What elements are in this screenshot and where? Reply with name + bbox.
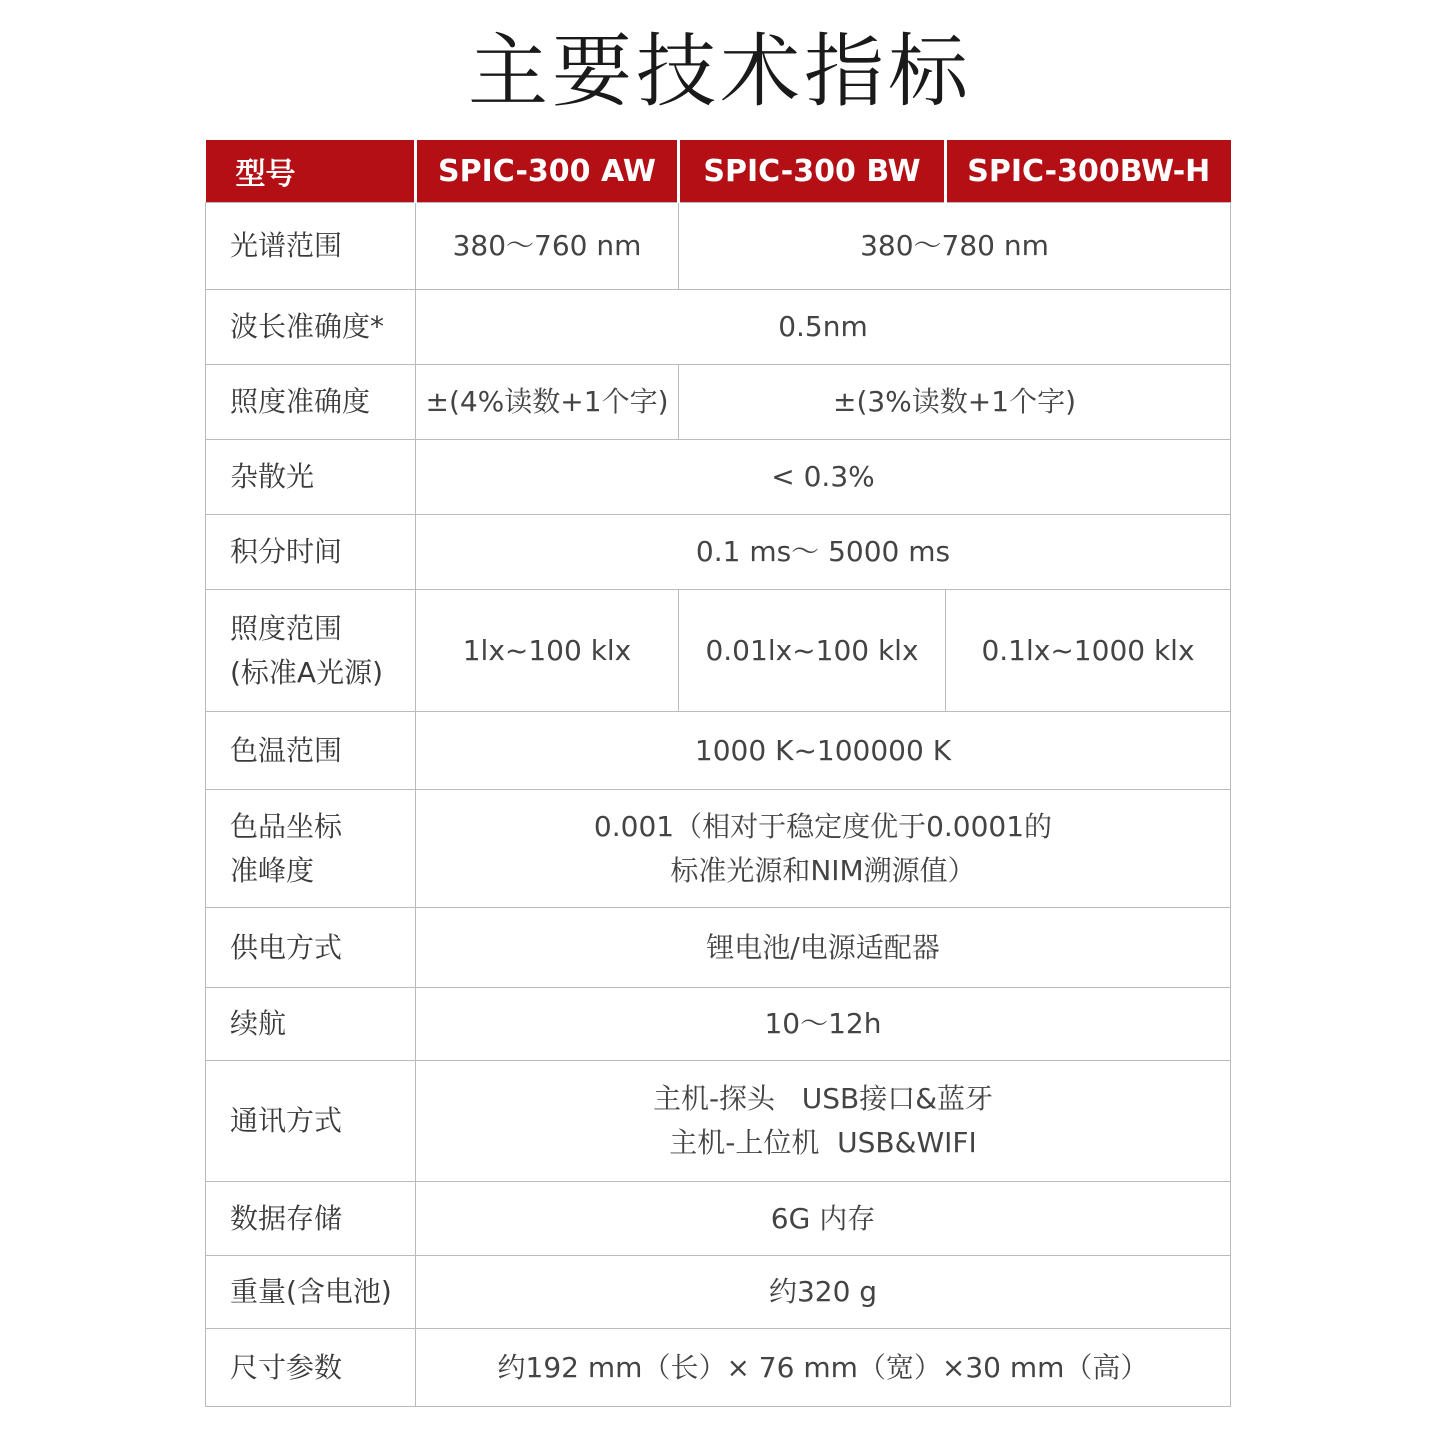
cell-value-line: 主机-上位机 USB&WIFI <box>669 1126 977 1159</box>
table-row <box>206 1256 1231 1329</box>
row-label-line: 准峰度 <box>230 853 315 887</box>
table-row <box>206 1182 1231 1256</box>
header-spic-300bw-h: SPIC-300BW-H <box>946 140 1231 203</box>
row-label: 积分时间 <box>206 515 416 590</box>
table-row <box>206 515 1231 590</box>
row-label: 供电方式 <box>206 908 416 988</box>
cell-value: 0.01lx~100 klx <box>679 590 946 712</box>
cell-value: 1lx~100 klx <box>416 590 679 712</box>
table-row <box>206 790 1231 908</box>
row-label-line: (标准A光源) <box>230 655 384 689</box>
row-label: 照度准确度 <box>206 365 416 440</box>
cell-value: 锂电池/电源适配器 <box>416 908 1231 988</box>
cell-value <box>416 1061 1231 1182</box>
cell-value: 380～760 nm <box>416 203 679 290</box>
row-label: 色温范围 <box>206 712 416 790</box>
cell-value-line: 标准光源和NIM溯源值） <box>670 853 976 887</box>
header-spic-300-bw: SPIC-300 BW <box>679 140 946 203</box>
header-model-label: 型号 <box>206 140 416 203</box>
table-row <box>206 712 1231 790</box>
table-row <box>206 908 1231 988</box>
row-label: 杂散光 <box>206 440 416 515</box>
table-row <box>206 988 1231 1061</box>
row-label: 数据存储 <box>206 1182 416 1256</box>
cell-value: 6G 内存 <box>416 1182 1231 1256</box>
spec-table <box>205 140 1231 1407</box>
header-row <box>206 140 1231 203</box>
cell-value: ±(3%读数+1个字) <box>679 365 1231 440</box>
table-row <box>206 1329 1231 1407</box>
row-label: 重量(含电池) <box>206 1256 416 1329</box>
row-label <box>206 790 416 908</box>
table-row <box>206 365 1231 440</box>
row-label: 尺寸参数 <box>206 1329 416 1407</box>
cell-value: ±(4%读数+1个字) <box>416 365 679 440</box>
cell-value: 1000 K~100000 K <box>416 712 1231 790</box>
row-label: 光谱范围 <box>206 203 416 290</box>
table-row <box>206 290 1231 365</box>
cell-value: 380～780 nm <box>679 203 1231 290</box>
row-label-line: 色品坐标 <box>230 809 343 843</box>
cell-value: 0.1 ms～ 5000 ms <box>416 515 1231 590</box>
cell-value: 约320 g <box>416 1256 1231 1329</box>
page-title: 主要技术指标 <box>468 25 972 118</box>
row-label: 波长准确度* <box>206 290 416 365</box>
table-row <box>206 440 1231 515</box>
cell-value: 10～12h <box>416 988 1231 1061</box>
row-label-line: 照度范围 <box>230 611 343 645</box>
table-row <box>206 1061 1231 1182</box>
cell-value: < 0.3% <box>416 440 1231 515</box>
cell-value: 0.1lx~1000 klx <box>946 590 1231 712</box>
cell-value <box>416 790 1231 908</box>
header-spic-300-aw: SPIC-300 AW <box>416 140 679 203</box>
table-row <box>206 590 1231 712</box>
cell-value: 0.5nm <box>416 290 1231 365</box>
row-label: 通讯方式 <box>206 1061 416 1182</box>
table-row <box>206 203 1231 290</box>
cell-value-line: 0.001（相对于稳定度优于0.0001的 <box>593 809 1053 843</box>
cell-value-line: 主机-探头 USB接口&蓝牙 <box>652 1082 994 1115</box>
cell-value: 约192 mm（长）× 76 mm（宽）×30 mm（高） <box>416 1329 1231 1407</box>
row-label: 续航 <box>206 988 416 1061</box>
row-label <box>206 590 416 712</box>
